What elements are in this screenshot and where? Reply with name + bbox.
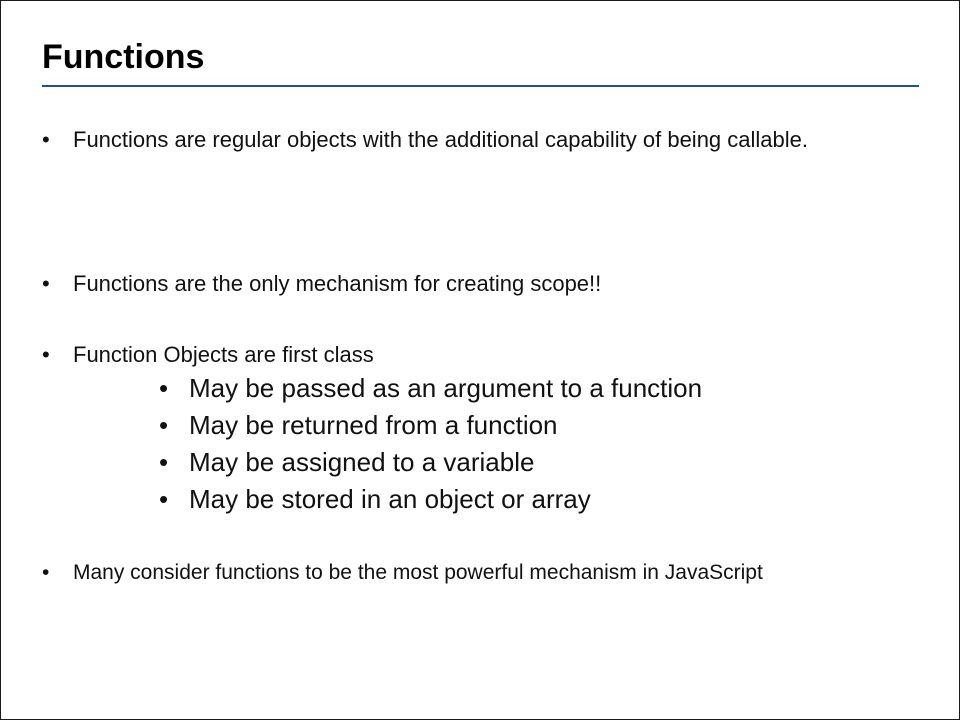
bullet-item [42,123,872,156]
sub-bullet-marker: • [159,447,169,477]
bullet-item [42,338,872,371]
bullet-text: Many consider functions to be the most powerful mechanism in JavaScript [73,561,763,584]
sub-bullet-item [159,444,859,481]
bullet-text: Functions are regular objects with the additional capability of being callable. [73,127,808,152]
sub-bullet-item [159,407,859,444]
bullet-marker: • [42,561,50,584]
title-divider [42,85,919,87]
sub-bullet-marker: • [159,484,169,514]
sub-bullet-item [159,481,859,518]
bullet-marker: • [42,127,50,152]
bullet-text: Functions are the only mechanism for creating scope!! [73,271,602,296]
sub-bullet-marker: • [159,373,169,403]
sub-bullet-text: May be returned from a function [189,410,558,440]
sub-bullet-item [159,370,859,407]
bullet-marker: • [42,342,50,367]
bullet-item [42,555,872,591]
sub-bullet-list [159,370,859,518]
sub-bullet-text: May be passed as an argument to a function [189,373,703,403]
bullet-item [42,267,872,300]
sub-bullet-text: May be stored in an object or array [189,484,591,514]
slide-title: Functions [42,38,205,76]
bullet-text: Function Objects are first class [73,342,374,367]
bullet-marker: • [42,271,50,296]
sub-bullet-text: May be assigned to a variable [189,447,535,477]
sub-bullet-marker: • [159,410,169,440]
